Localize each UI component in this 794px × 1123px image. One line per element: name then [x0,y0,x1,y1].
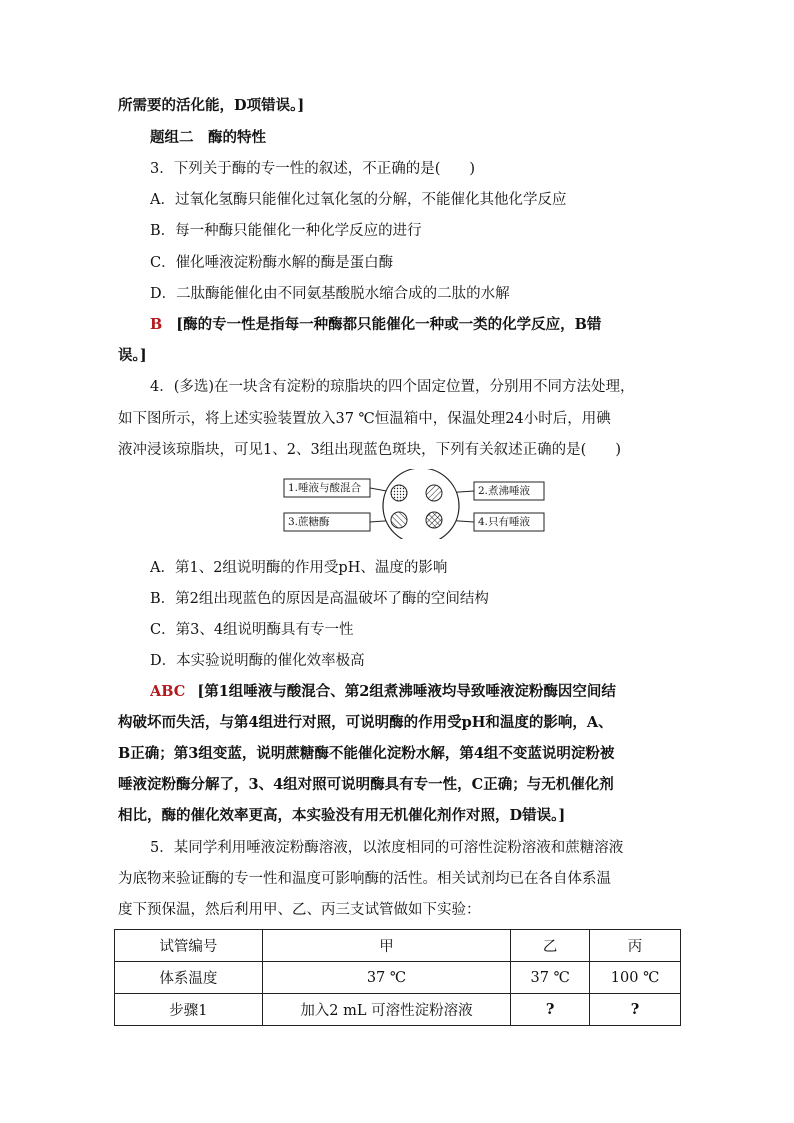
table-cell: ? [511,994,590,1026]
q4-answer: ABC [150,683,186,700]
q4-option-d: D．本实验说明酶的催化效率极高 [150,653,365,669]
q3-explanation-line1: [酶的专一性是指每一种酶都只能催化一种或一类的化学反应，B错 [176,316,602,333]
q4-option-a: A．第1、2组说明酶的作用受pH、温度的影响 [150,560,448,576]
q4-explanation-line5: 相比，酶的催化效率更高，本实验没有用无机催化剂作对照，D错误。] [118,807,566,824]
q5-stem-line1: 5．某同学利用唾液淀粉酶溶液，以浓度相同的可溶性淀粉溶液和蔗糖溶液 [150,840,624,856]
q4-option-b: B．第2组出现蓝色的原因是高温破坏了酶的空间结构 [150,591,489,607]
table-cell: 37 ℃ [511,962,590,994]
spot-1 [391,485,407,501]
q3-option-b: B．每一种酶只能催化一种化学反应的进行 [150,223,422,239]
table-cell: 丙 [590,930,681,962]
spot-3 [391,512,407,528]
agar-block-figure [282,469,546,539]
table-cell: 甲 [262,930,511,962]
spot-4 [426,512,442,528]
q3-option-c: C．催化唾液淀粉酶水解的酶是蛋白酶 [150,255,394,271]
table-cell: 步骤1 [115,994,263,1026]
agar-block [383,469,459,539]
table-row [115,962,681,994]
table-cell: 加入2 mL 可溶性淀粉溶液 [262,994,511,1026]
table-row [115,994,681,1026]
q4-stem-line2: 如下图所示，将上述实验装置放入37 ℃恒温箱中，保温处理24小时后，用碘 [118,411,611,427]
table-cell: ? [590,994,681,1026]
q4-explanation-line3: B正确；第3组变蓝，说明蔗糖酶不能催化淀粉水解，第4组不变蓝说明淀粉被 [118,745,615,762]
q4-stem-line1: 4．(多选)在一块含有淀粉的琼脂块的四个固定位置，分别用不同方法处理， [150,379,635,395]
table-cell: 乙 [511,930,590,962]
q4-explanation-line1: [第1组唾液与酸混合、第2组煮沸唾液均导致唾液淀粉酶因空间结 [197,683,616,700]
q3-answer: B [150,316,163,333]
table-cell: 试管编号 [115,930,263,962]
q5-stem-line2: 为底物来验证酶的专一性和温度可影响酶的活性。相关试剂均已在各自体系温 [118,871,611,887]
q5-stem-line3: 度下预保温，然后利用甲、乙、丙三支试管做如下实验： [118,902,481,918]
table-cell: 100 ℃ [590,962,681,994]
q4-explanation [150,682,616,702]
q3-option-a: A．过氧化氢酶只能催化过氧化氢的分解，不能催化其他化学反应 [150,192,567,208]
q3-explanation-line2: 误。] [118,347,147,364]
spot-2 [426,485,442,501]
q4-stem-line3: 液冲浸该琼脂块，可见1、2、3组出现蓝色斑块，下列有关叙述正确的是( ) [118,442,621,458]
table-row [115,930,681,962]
label-3: 3.蔗糖酶 [288,516,330,528]
q4-option-c: C．第3、4组说明酶具有专一性 [150,622,354,638]
q3-option-d: D．二肽酶能催化由不同氨基酸脱水缩合成的二肽的水解 [150,286,510,302]
table-cell: 体系温度 [115,962,263,994]
table-cell: 37 ℃ [262,962,511,994]
q3-explanation [150,315,601,335]
label-2: 2.煮沸唾液 [478,485,531,497]
label-1: 1.唾液与酸混合 [288,482,362,494]
label-4: 4.只有唾液 [478,516,531,528]
q3-stem: 3．下列关于酶的专一性的叙述，不正确的是( ) [150,161,476,177]
q4-explanation-line2: 构破坏而失活，与第4组进行对照，可说明酶的作用受pH和温度的影响，A、 [118,714,613,731]
q4-explanation-line4: 唾液淀粉酶分解了，3、4组对照可说明酶具有专一性，C正确；与无机催化剂 [118,776,614,793]
prev-explanation-tail: 所需要的活化能，D项错误。] [118,97,305,114]
group-heading: 题组二 酶的特性 [150,129,266,146]
experiment-table [114,929,681,1026]
